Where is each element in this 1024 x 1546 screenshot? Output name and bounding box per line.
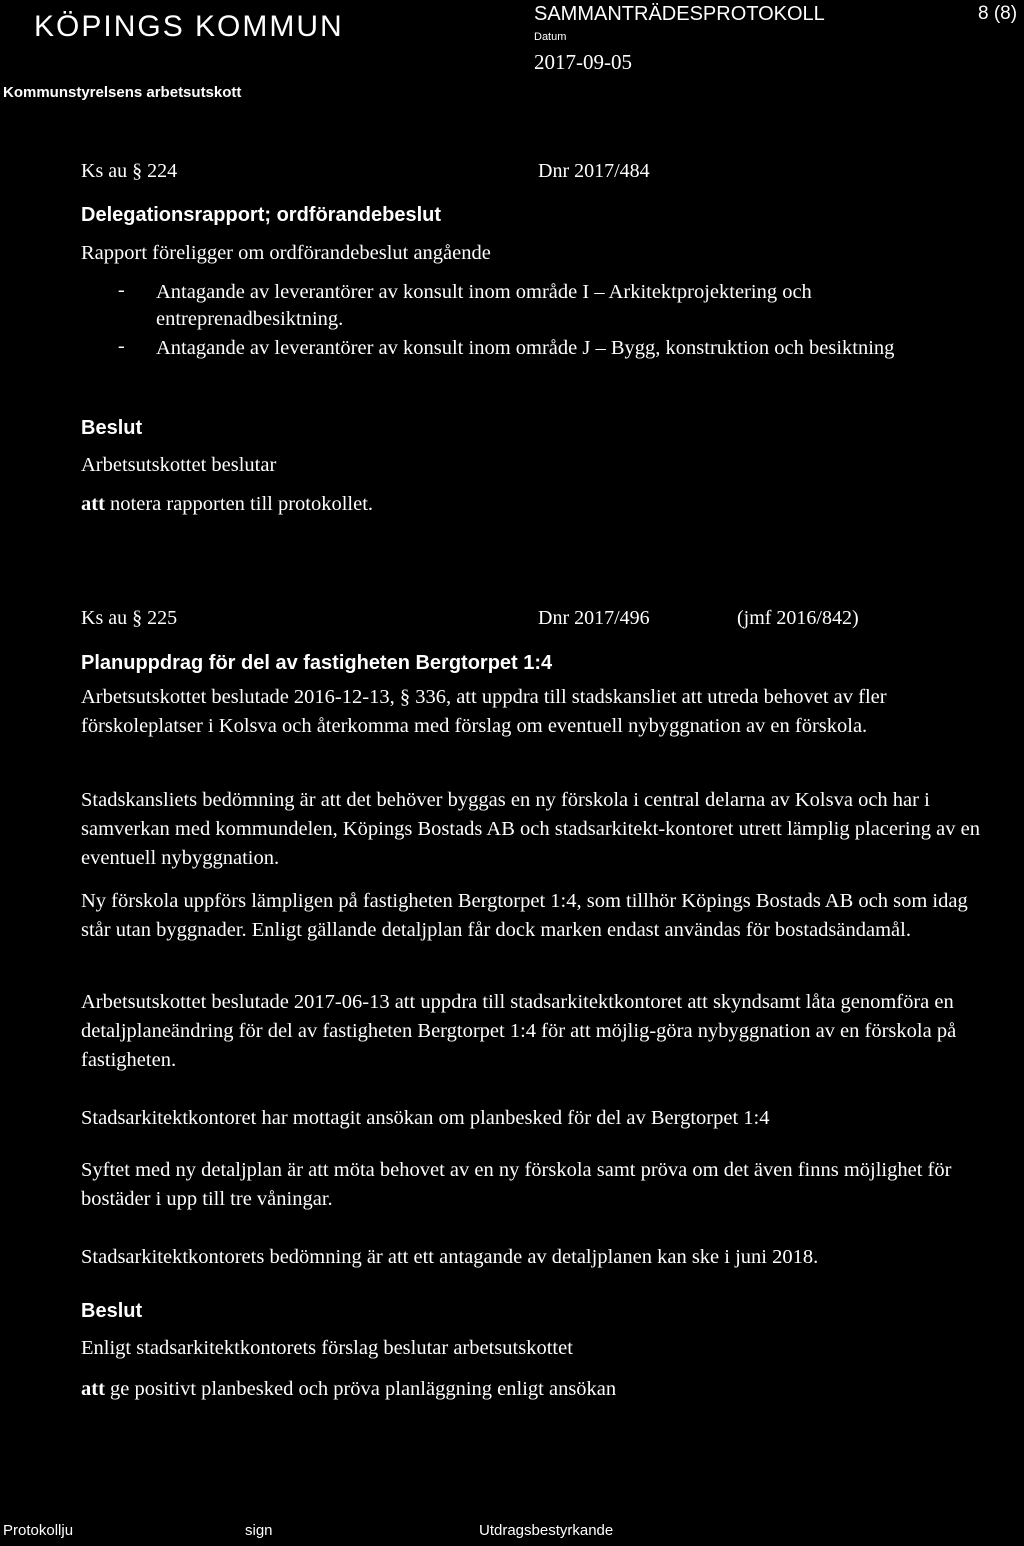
page-number: 8 (8) (978, 3, 1018, 24)
date-value: 2017-09-05 (534, 50, 632, 74)
item-224-decision (81, 490, 373, 518)
item-225-paragraph: Stadsarkitektkontoret har mottagit ansökan om planbesked för del av Bergtorpet 1:4 (81, 1107, 770, 1129)
item-224-decision-intro: Arbetsutskottet beslutar (81, 454, 277, 476)
item-225-decision (81, 1375, 616, 1403)
item-225-decision-heading: Beslut (81, 1300, 143, 1322)
item-224-reference: Ks au § 224 (81, 160, 178, 182)
sign-label: sign (245, 1522, 273, 1539)
date-label: Datum (534, 31, 567, 43)
item-225-paragraph: Stadsarkitektkontorets bedömning är att ett antagande av detaljplanen kan ske i juni 2018. (81, 1246, 819, 1268)
bullet-dash: - (118, 335, 125, 357)
item-225-cf: (jmf 2016/842) (737, 607, 859, 629)
item-225-paragraph: Arbetsutskottet beslutade 2017-06-13 att uppdra till stadsarkitektkontoret att skyndsamt låta genomföra en detaljplaneändring för del av fastigheten Bergtorpet 1:4 för att möjlig-göra nybyggnation av en förskola på fastigheten. (81, 991, 957, 1071)
item-224-title: Delegationsrapport; ordförandebeslut (81, 204, 442, 226)
item-225-dnr: Dnr 2017/496 (538, 607, 650, 629)
item-225-decision-intro: Enligt stadsarkitektkontorets förslag beslutar arbetsutskottet (81, 1337, 573, 1359)
att-keyword: att (81, 1378, 105, 1400)
extract-certification-label: Utdragsbestyrkande (479, 1522, 614, 1539)
item-224-decision-heading: Beslut (81, 417, 143, 439)
item-224-dnr: Dnr 2017/484 (538, 160, 650, 182)
organization-name: KÖPINGS KOMMUN (34, 10, 344, 43)
item-225-paragraph: Stadskansliets bedömning är att det behöver byggas en ny förskola i central delarna av Kolsva och har i samverkan med kommundelen, Köpings Bostads AB och stadsarkitekt-kontoret utrett lämplig placering av en eventuell nybyggnation. (81, 789, 980, 869)
item-225-decision-text: ge positivt planbesked och pröva planläggning enligt ansökan (110, 1378, 617, 1400)
document-type: SAMMANTRÄDESPROTOKOLL (534, 3, 825, 25)
item-224-decision-text: notera rapporten till protokollet. (110, 493, 374, 515)
committee-name: Kommunstyrelsens arbetsutskott (3, 84, 242, 101)
item-225-title: Planuppdrag för del av fastigheten Bergtorpet 1:4 (81, 652, 553, 674)
item-225-paragraph: Ny förskola uppförs lämpligen på fastigheten Bergtorpet 1:4, som tillhör Köpings Bostads AB och som idag står utan byggnader. Enligt gällande detaljplan får dock marken endast användas för bostadsändamål. (81, 890, 968, 941)
item-224-bullet: Antagande av leverantörer av konsult inom område J – Bygg, konstruktion och besiktning (156, 337, 895, 359)
att-keyword: att (81, 493, 105, 515)
protocol-label: Protokollju (3, 1522, 74, 1539)
item-224-intro: Rapport föreligger om ordförandebeslut angående (81, 242, 491, 264)
bullet-dash: - (118, 279, 125, 301)
item-225-reference: Ks au § 225 (81, 607, 178, 629)
item-225-paragraph: Syftet med ny detaljplan är att möta behovet av en ny förskola samt pröva om det även finns möjlighet för bostäder i upp till tre våningar. (81, 1159, 952, 1210)
item-224-bullet: Antagande av leverantörer av konsult inom område I – Arkitektprojektering och entreprenadbesiktning. (156, 281, 812, 330)
item-225-paragraph: Arbetsutskottet beslutade 2016-12-13, § 336, att uppdra till stadskansliet att utreda behovet av fler förskoleplatser i Kolsva och återkomma med förslag om eventuell nybyggnation av en förskola. (81, 686, 887, 737)
